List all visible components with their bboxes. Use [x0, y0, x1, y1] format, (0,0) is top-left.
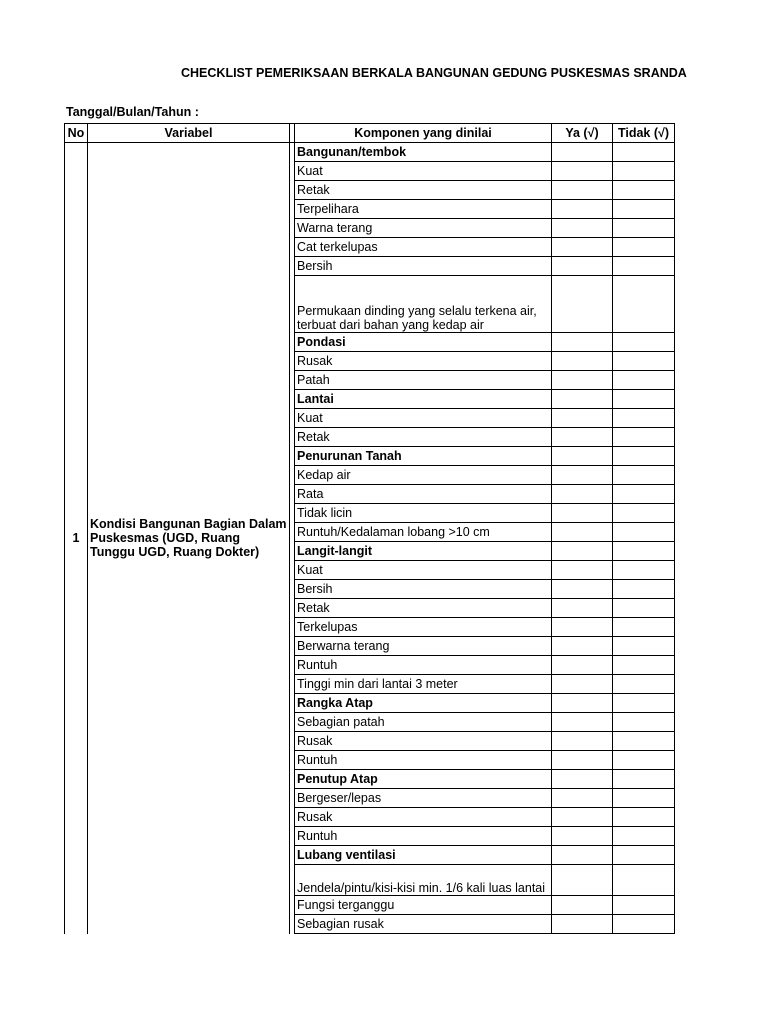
component-item: Rusak — [295, 352, 552, 371]
component-item: Rata — [295, 485, 552, 504]
tidak-checkbox-cell[interactable] — [613, 504, 675, 523]
ya-checkbox-cell[interactable] — [552, 352, 613, 371]
component-item: Kedap air — [295, 466, 552, 485]
tidak-checkbox-cell[interactable] — [613, 865, 675, 896]
table-row — [65, 143, 675, 162]
component-item: Runtuh — [295, 751, 552, 770]
ya-checkbox-cell[interactable] — [552, 219, 613, 238]
ya-checkbox-cell[interactable] — [552, 409, 613, 428]
ya-checkbox-cell[interactable] — [552, 200, 613, 219]
ya-checkbox-cell[interactable] — [552, 181, 613, 200]
tidak-checkbox-cell[interactable] — [613, 333, 675, 352]
ya-checkbox-cell[interactable] — [552, 447, 613, 466]
tidak-checkbox-cell[interactable] — [613, 618, 675, 637]
ya-checkbox-cell[interactable] — [552, 238, 613, 257]
tidak-checkbox-cell[interactable] — [613, 523, 675, 542]
ya-checkbox-cell[interactable] — [552, 846, 613, 865]
component-item: Retak — [295, 599, 552, 618]
component-item: Rusak — [295, 808, 552, 827]
tidak-checkbox-cell[interactable] — [613, 200, 675, 219]
ya-checkbox-cell[interactable] — [552, 694, 613, 713]
tidak-checkbox-cell[interactable] — [613, 466, 675, 485]
tidak-checkbox-cell[interactable] — [613, 428, 675, 447]
component-heading: Pondasi — [295, 333, 552, 352]
ya-checkbox-cell[interactable] — [552, 713, 613, 732]
tidak-checkbox-cell[interactable] — [613, 276, 675, 333]
component-item: Terpelihara — [295, 200, 552, 219]
ya-checkbox-cell[interactable] — [552, 143, 613, 162]
ya-checkbox-cell[interactable] — [552, 504, 613, 523]
component-item: Terkelupas — [295, 618, 552, 637]
tidak-checkbox-cell[interactable] — [613, 352, 675, 371]
tidak-checkbox-cell[interactable] — [613, 732, 675, 751]
ya-checkbox-cell[interactable] — [552, 257, 613, 276]
component-heading: Bangunan/tembok — [295, 143, 552, 162]
header-variabel: Variabel — [88, 124, 290, 143]
ya-checkbox-cell[interactable] — [552, 428, 613, 447]
ya-checkbox-cell[interactable] — [552, 865, 613, 896]
ya-checkbox-cell[interactable] — [552, 561, 613, 580]
tidak-checkbox-cell[interactable] — [613, 219, 675, 238]
ya-checkbox-cell[interactable] — [552, 276, 613, 333]
component-item: Retak — [295, 428, 552, 447]
section-number: 1 — [65, 143, 88, 934]
component-item: Bersih — [295, 257, 552, 276]
ya-checkbox-cell[interactable] — [552, 808, 613, 827]
component-item: Kuat — [295, 561, 552, 580]
ya-checkbox-cell[interactable] — [552, 732, 613, 751]
component-item: Fungsi terganggu — [295, 896, 552, 915]
ya-checkbox-cell[interactable] — [552, 485, 613, 504]
ya-checkbox-cell[interactable] — [552, 466, 613, 485]
component-item: Sebagian patah — [295, 713, 552, 732]
tidak-checkbox-cell[interactable] — [613, 770, 675, 789]
header-ya: Ya (√) — [552, 124, 613, 143]
tidak-checkbox-cell[interactable] — [613, 789, 675, 808]
tidak-checkbox-cell[interactable] — [613, 599, 675, 618]
header-tidak: Tidak (√) — [613, 124, 675, 143]
tidak-checkbox-cell[interactable] — [613, 143, 675, 162]
component-item: Jendela/pintu/kisi-kisi min. 1/6 kali luas lantai — [295, 865, 552, 896]
tidak-checkbox-cell[interactable] — [613, 808, 675, 827]
checklist-table — [64, 123, 675, 934]
ya-checkbox-cell[interactable] — [552, 637, 613, 656]
tidak-checkbox-cell[interactable] — [613, 371, 675, 390]
component-heading: Lantai — [295, 390, 552, 409]
tidak-checkbox-cell[interactable] — [613, 713, 675, 732]
tidak-checkbox-cell[interactable] — [613, 656, 675, 675]
tidak-checkbox-cell[interactable] — [613, 580, 675, 599]
ya-checkbox-cell[interactable] — [552, 523, 613, 542]
component-item: Berwarna terang — [295, 637, 552, 656]
ya-checkbox-cell[interactable] — [552, 827, 613, 846]
ya-checkbox-cell[interactable] — [552, 770, 613, 789]
component-item: Runtuh — [295, 827, 552, 846]
tidak-checkbox-cell[interactable] — [613, 846, 675, 865]
ya-checkbox-cell[interactable] — [552, 390, 613, 409]
ya-checkbox-cell[interactable] — [552, 542, 613, 561]
tidak-checkbox-cell[interactable] — [613, 896, 675, 915]
document-title: CHECKLIST PEMERIKSAAN BERKALA BANGUNAN GEDUNG PUSKESMAS SRANDA — [181, 66, 687, 80]
component-heading: Penutup Atap — [295, 770, 552, 789]
tidak-checkbox-cell[interactable] — [613, 181, 675, 200]
ya-checkbox-cell[interactable] — [552, 580, 613, 599]
component-heading: Lubang ventilasi — [295, 846, 552, 865]
ya-checkbox-cell[interactable] — [552, 599, 613, 618]
tidak-checkbox-cell[interactable] — [613, 675, 675, 694]
component-item: Permukaan dinding yang selalu terkena air, terbuat dari bahan yang kedap air — [295, 276, 552, 333]
tidak-checkbox-cell[interactable] — [613, 390, 675, 409]
component-item: Rusak — [295, 732, 552, 751]
component-item: Bergeser/lepas — [295, 789, 552, 808]
tidak-checkbox-cell[interactable] — [613, 447, 675, 466]
ya-checkbox-cell[interactable] — [552, 675, 613, 694]
header-row — [65, 124, 675, 143]
component-item: Patah — [295, 371, 552, 390]
component-item: Runtuh/Kedalaman lobang >10 cm — [295, 523, 552, 542]
component-item: Kuat — [295, 162, 552, 181]
component-item: Bersih — [295, 580, 552, 599]
ya-checkbox-cell[interactable] — [552, 896, 613, 915]
section-variabel: Kondisi Bangunan Bagian Dalam Puskesmas (UGD, Ruang Tunggu UGD, Ruang Dokter) — [88, 143, 290, 934]
component-item: Warna terang — [295, 219, 552, 238]
tidak-checkbox-cell[interactable] — [613, 561, 675, 580]
component-heading: Langit-langit — [295, 542, 552, 561]
ya-checkbox-cell[interactable] — [552, 371, 613, 390]
component-item: Kuat — [295, 409, 552, 428]
component-heading: Penurunan Tanah — [295, 447, 552, 466]
ya-checkbox-cell[interactable] — [552, 751, 613, 770]
component-item: Sebagian rusak — [295, 915, 552, 934]
ya-checkbox-cell[interactable] — [552, 915, 613, 934]
component-item: Tinggi min dari lantai 3 meter — [295, 675, 552, 694]
tidak-checkbox-cell[interactable] — [613, 751, 675, 770]
tidak-checkbox-cell[interactable] — [613, 827, 675, 846]
tidak-checkbox-cell[interactable] — [613, 637, 675, 656]
header-komponen: Komponen yang dinilai — [295, 124, 552, 143]
component-item: Runtuh — [295, 656, 552, 675]
ya-checkbox-cell[interactable] — [552, 656, 613, 675]
tidak-checkbox-cell[interactable] — [613, 485, 675, 504]
date-label: Tanggal/Bulan/Tahun : — [66, 105, 199, 119]
component-heading: Rangka Atap — [295, 694, 552, 713]
tidak-checkbox-cell[interactable] — [613, 542, 675, 561]
ya-checkbox-cell[interactable] — [552, 789, 613, 808]
tidak-checkbox-cell[interactable] — [613, 694, 675, 713]
component-item: Retak — [295, 181, 552, 200]
tidak-checkbox-cell[interactable] — [613, 257, 675, 276]
tidak-checkbox-cell[interactable] — [613, 409, 675, 428]
ya-checkbox-cell[interactable] — [552, 162, 613, 181]
tidak-checkbox-cell[interactable] — [613, 915, 675, 934]
tidak-checkbox-cell[interactable] — [613, 162, 675, 181]
tidak-checkbox-cell[interactable] — [613, 238, 675, 257]
component-item: Tidak licin — [295, 504, 552, 523]
ya-checkbox-cell[interactable] — [552, 618, 613, 637]
ya-checkbox-cell[interactable] — [552, 333, 613, 352]
header-no: No — [65, 124, 88, 143]
component-item: Cat terkelupas — [295, 238, 552, 257]
